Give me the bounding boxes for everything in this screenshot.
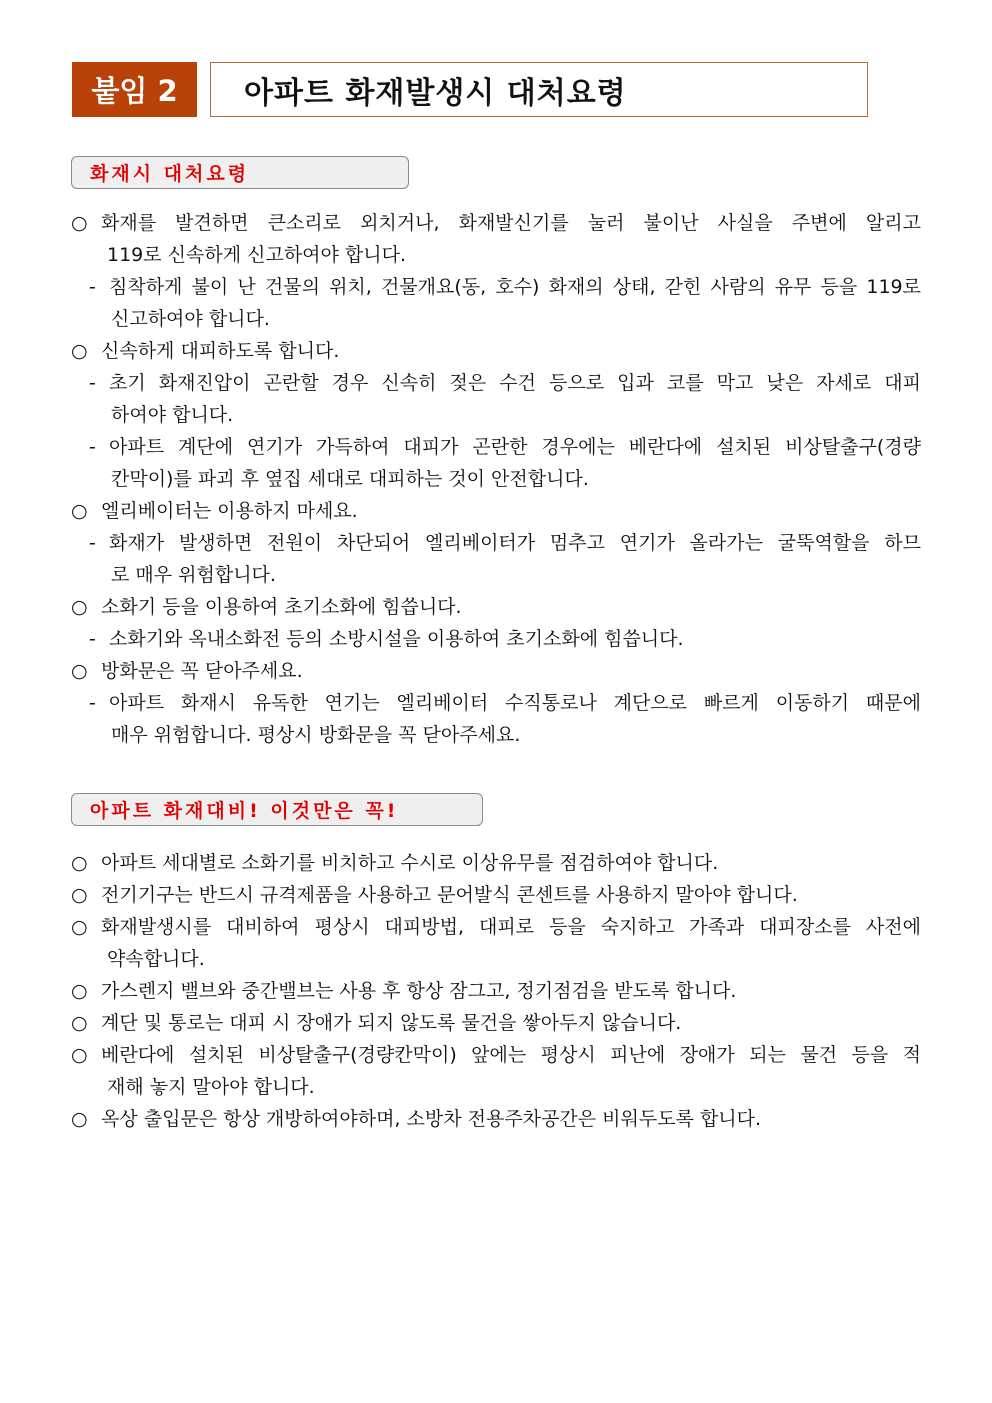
list-item	[71, 1039, 921, 1071]
sub-item-continuation: 로 매우 위험합니다.	[111, 564, 276, 586]
item-text: 가스렌지 밸브와 중간밸브는 사용 후 항상 잠그고, 정기점검을 받도록 합니다.	[101, 980, 737, 1002]
dash-bullet-icon: -	[89, 532, 96, 554]
dash-bullet-icon: -	[89, 436, 96, 458]
circle-bullet-icon: ○	[71, 212, 88, 234]
item-text: 베란다에 설치된 비상탈출구(경량칸막이) 앞에는 평상시 피난에 장애가 되는 물건 등을 적	[101, 1044, 921, 1066]
list-item	[71, 847, 921, 879]
list-item-continuation: 119로 신속하게 신고하여야 합니다.	[107, 244, 407, 266]
circle-bullet-icon: ○	[71, 980, 88, 1002]
circle-bullet-icon: ○	[71, 852, 88, 874]
item-text: 계단 및 통로는 대피 시 장애가 되지 않도록 물건을 쌓아두지 않습니다.	[101, 1012, 682, 1034]
item-text: 초기 화재진압이 곤란할 경우 신속히 젖은 수건 등으로 입과 코를 막고 낮은 자세로 대피	[109, 372, 921, 394]
item-text: 소화기 등을 이용하여 초기소화에 힘씁니다.	[101, 596, 462, 618]
section-heading-fire-response	[71, 156, 409, 189]
item-text: 옥상 출입문은 항상 개방하여야하며, 소방차 전용주차공간은 비워두도록 합니다.	[101, 1108, 762, 1130]
list-item	[71, 975, 921, 1007]
list-item	[71, 591, 921, 623]
item-text: 아파트 세대별로 소화기를 비치하고 수시로 이상유무를 점검하여야 합니다.	[101, 852, 719, 874]
item-text: 화재가 발생하면 전원이 차단되어 엘리베이터가 멈추고 연기가 올라가는 굴뚝역할을 하므	[109, 532, 921, 554]
list-item	[71, 1007, 921, 1039]
fire-prevention-list	[71, 847, 921, 1135]
sub-item	[71, 271, 921, 303]
list-item-continuation: 약속합니다.	[107, 948, 205, 970]
sub-item-continuation: 매우 위험합니다. 평상시 방화문을 꼭 닫아주세요.	[111, 724, 521, 746]
item-text: 신속하게 대피하도록 합니다.	[101, 340, 340, 362]
item-text: 화재발생시를 대비하여 평상시 대피방법, 대피로 등을 숙지하고 가족과 대피장소를 사전에	[101, 916, 921, 938]
list-item	[71, 495, 921, 527]
circle-bullet-icon: ○	[71, 1044, 88, 1066]
circle-bullet-icon: ○	[71, 1108, 88, 1130]
sub-item-continuation: 칸막이)를 파괴 후 옆집 세대로 대피하는 것이 안전합니다.	[111, 468, 589, 490]
item-text: 방화문은 꼭 닫아주세요.	[101, 660, 303, 682]
list-item	[71, 655, 921, 687]
item-text: 전기기구는 반드시 규격제품을 사용하고 문어발식 콘센트를 사용하지 말아야 합니다.	[101, 884, 798, 906]
dash-bullet-icon: -	[89, 276, 96, 298]
list-item	[71, 911, 921, 943]
page-title-text: 아파트 화재발생시 대처요령	[244, 75, 627, 111]
item-text: 소화기와 옥내소화전 등의 소방시설을 이용하여 초기소화에 힘씁니다.	[109, 628, 684, 650]
page-title	[210, 62, 868, 117]
section-heading-text: 아파트 화재대비! 이것만은 꼭!	[90, 800, 399, 822]
circle-bullet-icon: ○	[71, 660, 88, 682]
dash-bullet-icon: -	[89, 692, 96, 714]
list-item-continuation: 재해 놓지 말아야 합니다.	[107, 1076, 315, 1098]
circle-bullet-icon: ○	[71, 340, 88, 362]
sub-item	[71, 431, 921, 463]
circle-bullet-icon: ○	[71, 884, 88, 906]
item-text: 아파트 화재시 유독한 연기는 엘리베이터 수직통로나 계단으로 빠르게 이동하기 때문에	[109, 692, 921, 714]
item-text: 아파트 계단에 연기가 가득하여 대피가 곤란한 경우에는 베란다에 설치된 비상탈출구(경량	[109, 436, 921, 458]
dash-bullet-icon: -	[89, 372, 96, 394]
item-text: 침착하게 불이 난 건물의 위치, 건물개요(동, 호수) 화재의 상태, 갇힌 사람의 유무 등을 119로	[109, 276, 921, 298]
circle-bullet-icon: ○	[71, 916, 88, 938]
item-text: 화재를 발견하면 큰소리로 외치거나, 화재발신기를 눌러 불이난 사실을 주변에 알리고	[101, 212, 921, 234]
circle-bullet-icon: ○	[71, 596, 88, 618]
list-item	[71, 1103, 921, 1135]
sub-item	[71, 367, 921, 399]
fire-response-list	[71, 207, 921, 751]
sub-item	[71, 527, 921, 559]
sub-item-continuation: 하여야 합니다.	[111, 404, 234, 426]
sub-item	[71, 687, 921, 719]
dash-bullet-icon: -	[89, 628, 96, 650]
section-heading-text: 화재시 대처요령	[90, 163, 250, 185]
attachment-badge: 붙임 2	[72, 62, 197, 117]
list-item	[71, 335, 921, 367]
circle-bullet-icon: ○	[71, 500, 88, 522]
circle-bullet-icon: ○	[71, 1012, 88, 1034]
list-item	[71, 207, 921, 239]
sub-item	[71, 623, 921, 655]
list-item	[71, 879, 921, 911]
sub-item-continuation: 신고하여야 합니다.	[111, 308, 270, 330]
item-text: 엘리베이터는 이용하지 마세요.	[101, 500, 358, 522]
section-heading-fire-prevention	[71, 793, 483, 826]
